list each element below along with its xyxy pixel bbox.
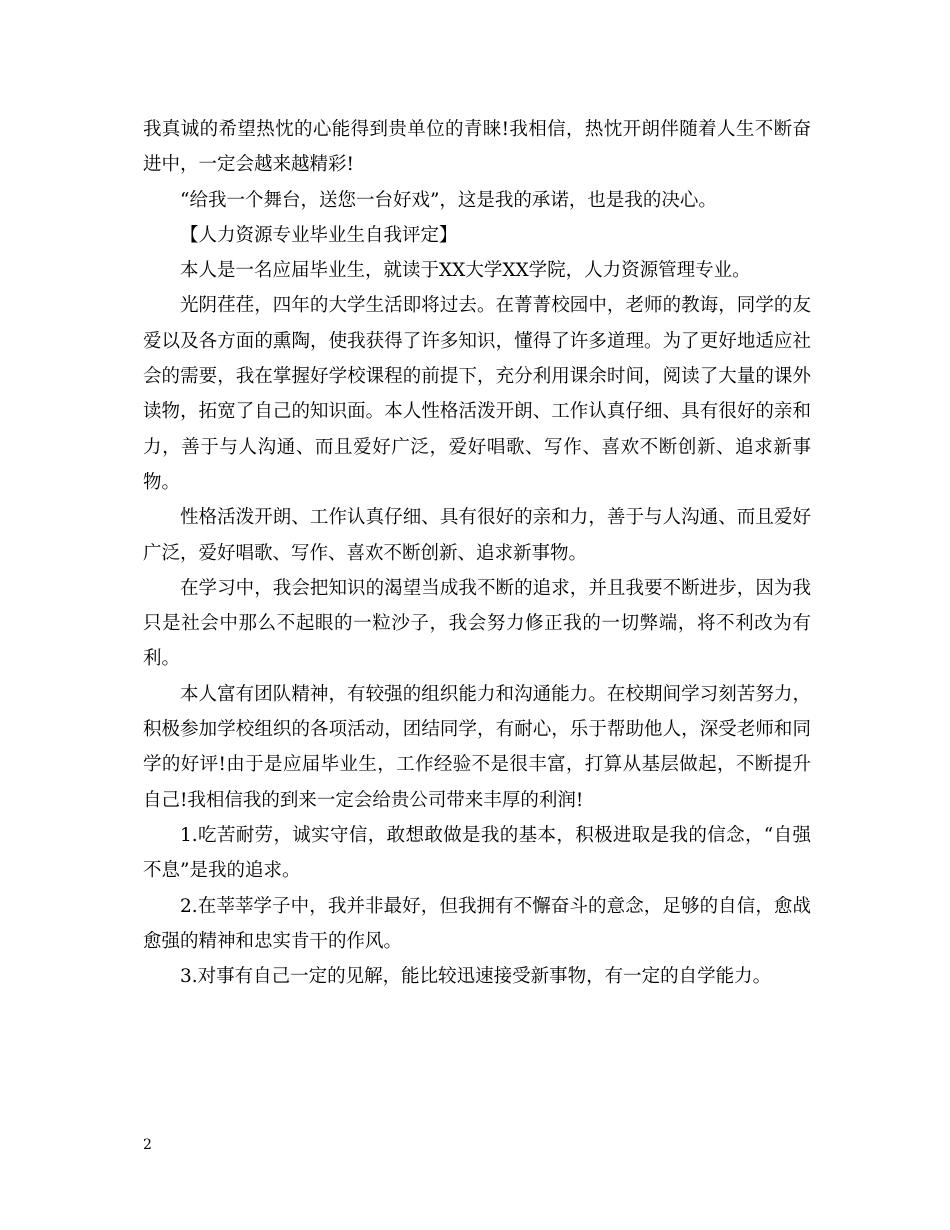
paragraph-learning: 在学习中，我会把知识的渴望当成我不断的追求，并且我要不断进步，因为我只是社会中那么不起眼的一粒沙子，我会努力修正我的一切弊端，将不利改为有利。 — [143, 577, 811, 670]
paragraph-intro: 本人是一名应届毕业生，就读于XX大学XX学院，人力资源管理专业。 — [180, 260, 751, 282]
page-number: 2 — [143, 1137, 152, 1153]
section-heading: 【人力资源专业毕业生自我评定】 — [180, 224, 458, 246]
paragraph-university-life: 光阴荏荏，四年的大学生活即将过去。在菁菁校园中，老师的教诲，同学的友爱以及各方面的熏陶，使我获得了许多知识，懂得了许多道理。为了更好地适应社会的需要，我在掌握好学校课程的前提下，充分利用课余时间，阅读了大量的课外读物，拓宽了自己的知识面。本人性格活泼开朗、工作认真仔细、具有很好的亲和力，善于与人沟通、而且爱好广泛，爱好唱歌、写作、喜欢不断创新、追求新事物。 — [143, 295, 811, 493]
list-item-2: 2.在莘莘学子中，我并非最好，但我拥有不懈奋斗的意念，足够的自信，愈战愈强的精神和忠实肯干的作风。 — [143, 895, 811, 952]
paragraph-teamwork: 本人富有团队精神，有较强的组织能力和沟通能力。在校期间学习刻苦努力，积极参加学校组织的各项活动，团结同学，有耐心，乐于帮助他人，深受老师和同学的好评!由于是应届毕业生，工作经验不是很丰富，打算从基层做起，不断提升自己!我相信我的到来一定会给贵公司带来丰厚的利润! — [143, 683, 811, 811]
paragraph-closing-hope: 我真诚的希望热忱的心能得到贵单位的青睐!我相信，热忱开朗伴随着人生不断奋进中，一定会越来越精彩! — [143, 119, 811, 176]
list-item-1: 1.吃苦耐劳，诚实守信，敢想敢做是我的基本，积极进取是我的信念，“自强不息”是我的追求。 — [143, 824, 811, 882]
document-body — [143, 112, 811, 994]
paragraph-promise: “给我一个舞台，送您一台好戏”，这是我的承诺，也是我的决心。 — [180, 189, 717, 211]
paragraph-personality: 性格活泼开朗、工作认真仔细、具有很好的亲和力，善于与人沟通、而且爱好广泛，爱好唱歌、写作、喜欢不断创新、追求新事物。 — [143, 507, 811, 564]
list-item-3: 3.对事有自己一定的见解，能比较迅速接受新事物，有一定的自学能力。 — [180, 966, 772, 988]
